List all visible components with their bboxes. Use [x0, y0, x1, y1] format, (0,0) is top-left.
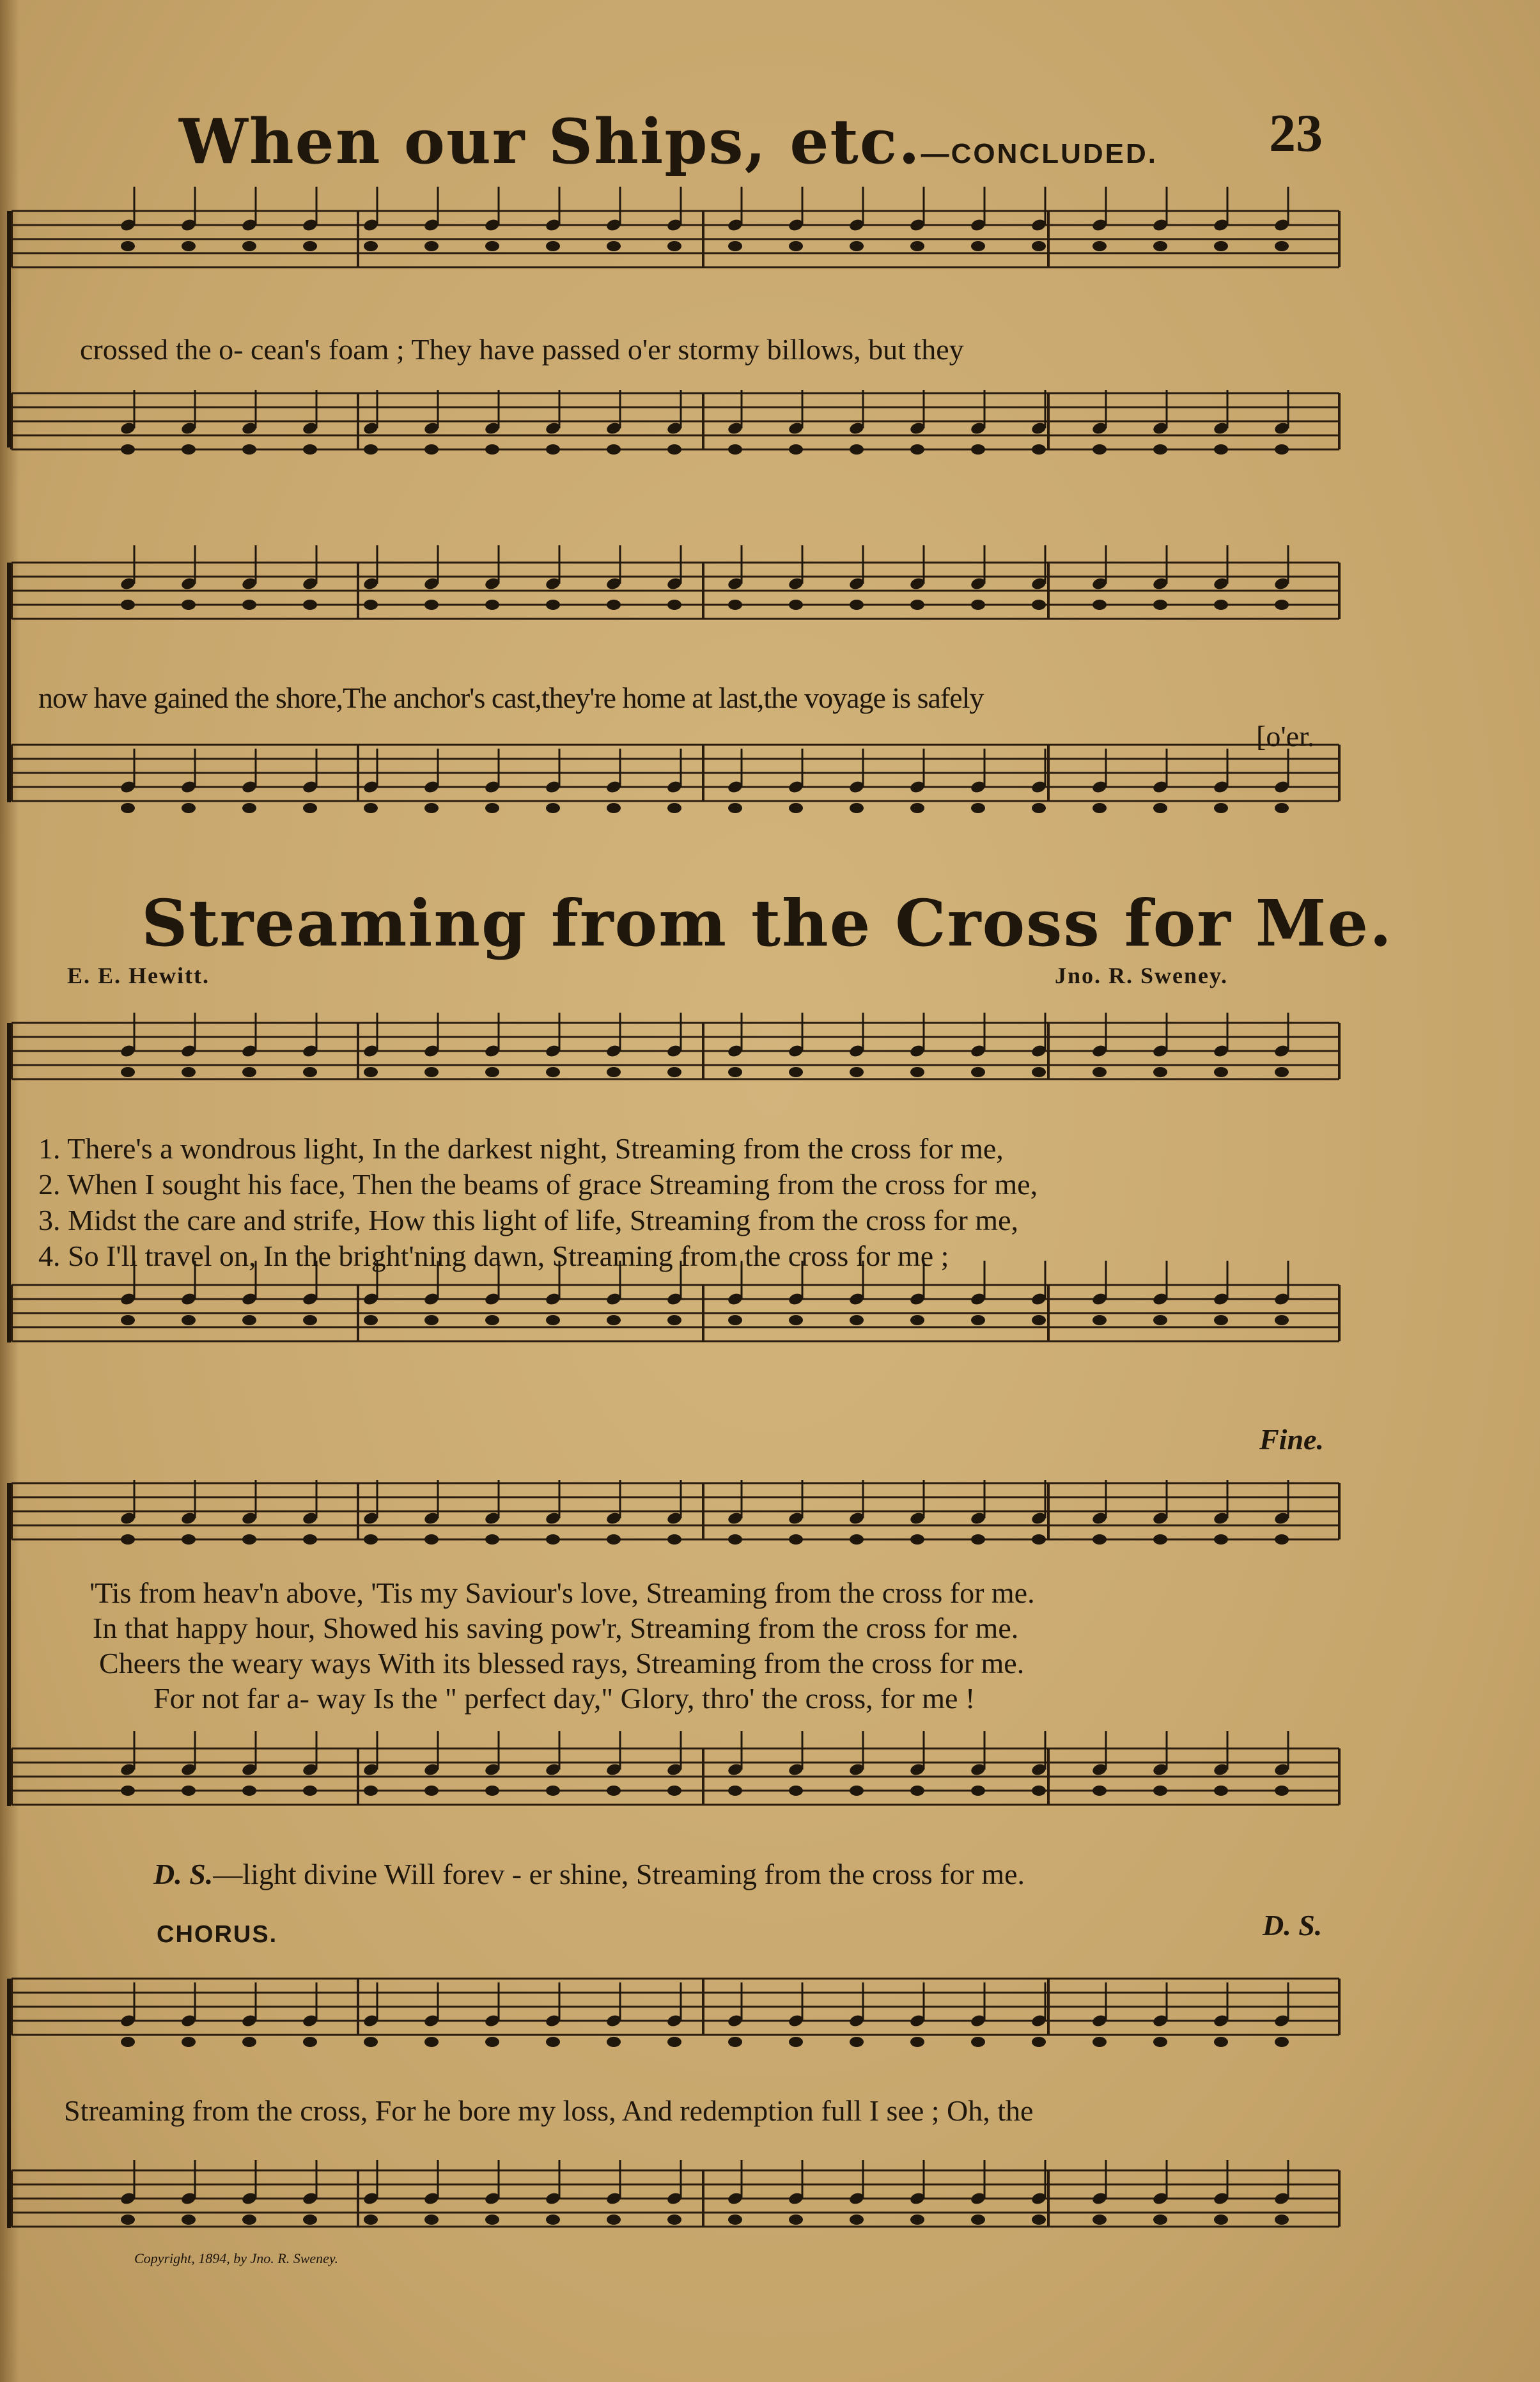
staff [12, 545, 1339, 619]
song2-composer: Jno. R. Sweney. [1055, 963, 1229, 988]
verse-2-line-b: In that happy hour, Showed his saving pow'r, Streaming from the cross for me. [93, 1612, 1019, 1644]
verse-2-line-a: 2. When I sought his face, Then the beams of grace Streaming from the cross for me, [38, 1168, 1038, 1201]
verse-4-line-b: For not far a- way Is the " perfect day," Glory, thro' the cross, for me ! [153, 1682, 976, 1715]
staff [12, 390, 1339, 455]
verse-3-line-a: 3. Midst the care and strife, How this light of life, Streaming from the cross for me, [38, 1204, 1018, 1236]
song1-lyric-line-3: [o'er. [1256, 720, 1315, 752]
ds-text: —light divine Will forev - er shine, Streaming from the cross for me. [213, 1858, 1025, 1890]
song2-title: Streaming from the Cross for Me. [141, 885, 1393, 961]
ds-lyric-line [153, 1857, 1025, 1891]
song1-title-suffix: —CONCLUDED. [921, 138, 1158, 169]
verse-1-line-b: 'Tis from heav'n above, 'Tis my Saviour's love, Streaming from the cross for me. [89, 1576, 1035, 1609]
verse-4-line-a: 4. So I'll travel on, In the bright'ning dawn, Streaming from the cross for me ; [38, 1240, 949, 1272]
staff [12, 2160, 1339, 2227]
chorus-label: CHORUS. [157, 1921, 278, 1948]
staff [12, 1480, 1339, 1545]
song2-author: E. E. Hewitt. [67, 963, 210, 988]
staff [12, 1013, 1339, 1079]
fine-marker: Fine. [1259, 1423, 1324, 1456]
staff [12, 187, 1339, 267]
staff [12, 745, 1339, 813]
verse-1-line-a: 1. There's a wondrous light, In the darkest night, Streaming from the cross for me, [38, 1132, 1004, 1165]
chorus-ds-marker: D. S. [1263, 1909, 1323, 1942]
verse-3-line-b: Cheers the weary ways With its blessed rays, Streaming from the cross for me. [99, 1647, 1025, 1679]
staff [12, 1979, 1339, 2047]
ds-label: D. S. [153, 1858, 214, 1890]
chorus-lyric-line: Streaming from the cross, For he bore my loss, And redemption full I see ; Oh, the [64, 2094, 1034, 2127]
page-number: 23 [1269, 104, 1323, 163]
copyright-notice: Copyright, 1894, by Jno. R. Sweney. [134, 2250, 338, 2266]
staff [12, 1731, 1339, 1805]
song1-lyric-line-2: now have gained the shore,The anchor's cast,they're home at last,the voyage is safely [38, 681, 984, 714]
song1-title [179, 105, 1266, 178]
song1-title-text: When our Ships, etc. [179, 105, 921, 178]
song1-lyric-line-1: crossed the o- cean's foam ; They have passed o'er stormy billows, but they [80, 333, 964, 366]
